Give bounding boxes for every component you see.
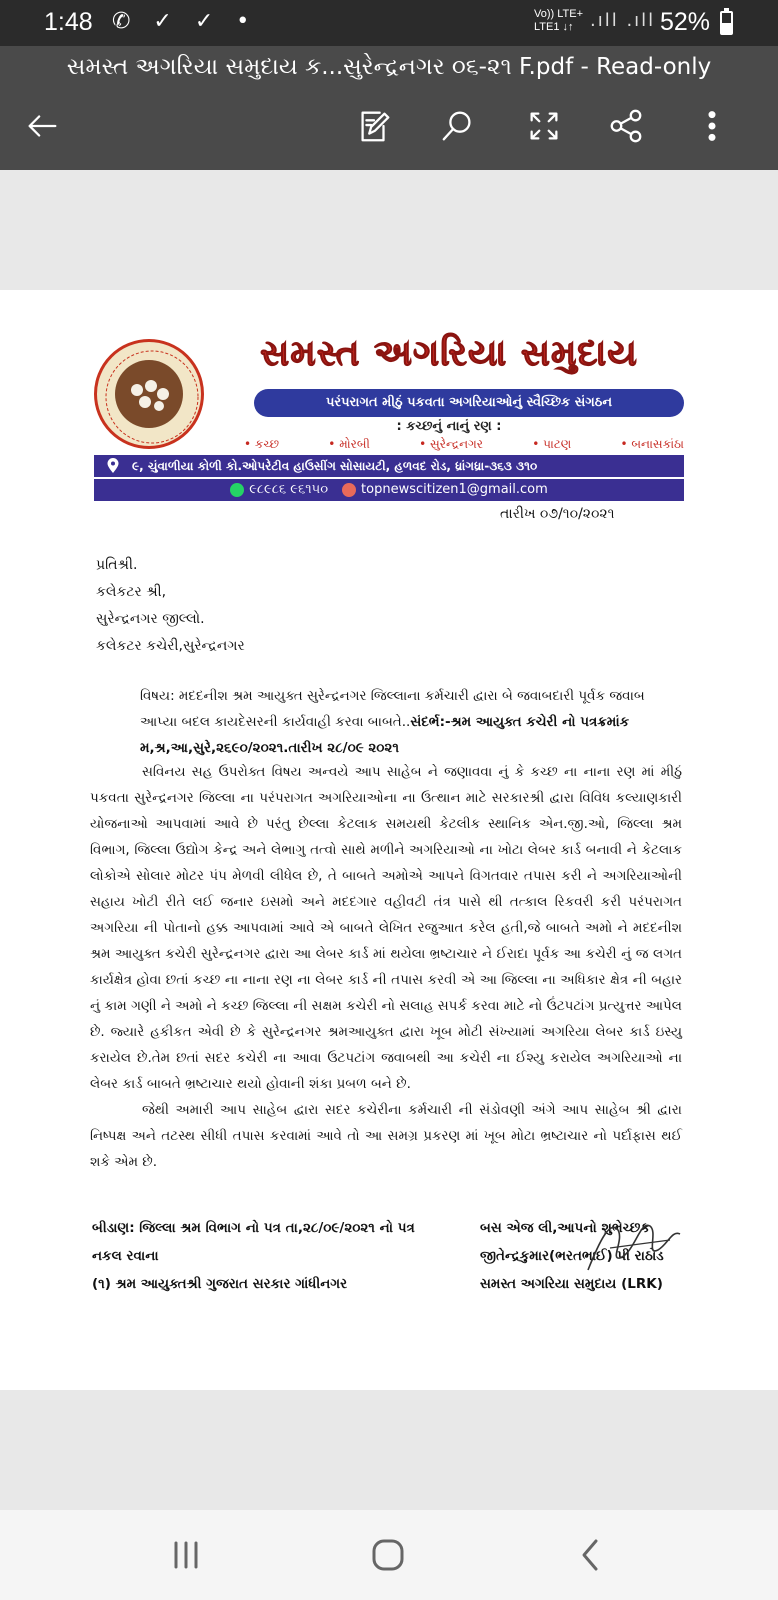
contact-bar — [94, 479, 684, 501]
organization-tagline: પરંપરાગત મીઠું પકવતા અગરિયાઓનું સ્વૈચ્છિક સંગઠન — [254, 389, 684, 417]
enclosure-line: બીડાણ: જિલ્લા શ્રમ વિભાગ નો પત્ર તા,૨૮/૦૯/૨૦૨૧ નો પત્ર — [92, 1220, 415, 1236]
fullscreen-button[interactable] — [522, 104, 566, 148]
subject-text: વિષય: મદદનીશ શ્રમ આયુક્ત સુરેન્દ્રનગર જિલ્લાના કર્મચારી દ્વારા બે જવાબદારી પૂર્વક જવાબ આપ્યા બદલ કાયદેસરની કાર્યવાહી કરવા બાબતે.. — [140, 688, 645, 730]
back-chevron-icon — [570, 1535, 610, 1575]
battery-icon — [720, 11, 733, 35]
network-indicator: Vo)) LTE+ LTE1 ↓↑ — [534, 8, 584, 33]
more-options-button[interactable] — [690, 104, 734, 148]
system-nav-bar — [0, 1510, 778, 1600]
district-item: • બનાસકાંઠા — [620, 437, 684, 451]
subject-block — [140, 683, 660, 761]
location-pin-icon — [106, 458, 120, 474]
district-item: • પાટણ — [532, 437, 572, 451]
recent-apps-icon — [166, 1537, 206, 1573]
more-vert-icon — [693, 107, 731, 145]
district-item: • સુરેન્દ્રનગર — [419, 437, 483, 451]
signer-name: જીતેન્દ્રકુમાર(ભરતભાઈ) પી રાઠોડ — [480, 1248, 664, 1264]
seal-ring — [97, 342, 207, 452]
signer-organization: સમસ્ત અગરિયા સમુદાય (LRK) — [480, 1276, 663, 1292]
email-contact — [342, 479, 548, 501]
search-icon — [439, 107, 477, 145]
page-gap — [0, 1390, 778, 1510]
body-paragraph: જેથી અમારી આપ સાહેબ દ્વારા સદર કચેરીના કર્મચારી ની સંડોવણી અંગે આપ સાહેબ શ્રી દ્વારા નિષ્પક્ષ અને તટસ્થ સીધી તપાસ કરવામાં આવે તો આ સમગ્ર પ્રકરણ માં ખૂબ મોટા ભ્રષ્ટાચાર નો પર્દાફાસ થઈ શકે એમ છે. — [90, 1102, 682, 1170]
region-subtitle: : કચ્છનું નાનું રણ : — [396, 419, 502, 434]
app-bar — [0, 46, 778, 170]
body-paragraph: સવિનય સહ ઉપરોક્ત વિષય અન્વયે આપ સાહેબ ને જણાવવા નું કે કચ્છ ના નાના રણ માં મીઠું પકવતા સુરેન્દ્રનગર જિલ્લા ના પરંપરાગત અગરિયાઓના ના ઉત્થાન માટે સરકારશ્રી દ્વારા વિવિધ કલ્યાણકારી યોજનાઓ આપવામાં આવે છે પરંતુ છેલ્લા કેટલાક સમયથી કેટલીક સ્થાનિક એન.જી.ઓ, જિલ્લા શ્રમ વિભાગ, જિલ્લા ઉદ્યોગ કેન્દ્ર અને લેભાગુ તત્વો સાથે મળીને અગરિયાઓ ના ખોટા લેબર કાર્ડ બનાવી ને કેટલાક લોકોએ સોલાર મોટર પંપ મેળવી લીધેલ છે, તે બાબતે અમોએ આપને વિગતવાર તપાસ કરી ને અગરિયાઓની સહાય ખોટી રીતે લઈ જનાર ઇસમો અને મદદગાર વહીવટી તંત્ર પાસે થી તત્કાલ રિકવરી કરી પરંપરાગત અગરિયા ની પોતાનો હક્ક આપવામાં આવે એ બાબતે લેખિત રજુઆત કરેલ હતી,જે બાબતે અમો ને મદદનીશ શ્રમ આયુક્ત કચેરી સુરેન્દ્રનગર દ્વારા આ લેબર કાર્ડ માં થયેલા ભ્રષ્ટાચાર ને ઈરાદા પૂર્વક આ કચેરી નું જ લગત કાર્યક્ષેત્ર હોવા છતાં કચ્છ ના નાના રણ ના લેબર કાર્ડ ની તપાસ કરવી એ આ જિલ્લા ના અધિકાર ક્ષેત્ર ની બહાર નું કામ ગણી ને અમો ને કચ્છ જિલ્લા ની સક્ષમ કચેરી નો સલાહ સપર્ક કરવા માટે નો ઉંટપટાંગ પ્રત્યુત્તર આપેલ છે. જ્યારે હકીકત એવી છે કે સુરેન્દ્રનગર શ્રમઆયુક્ત દ્વારા ખૂબ મોટી સંખ્યામાં અગરિયા લેબર કાર્ડ ઇસ્યુ કરાયેલ છે.તેમ છતાં સદર કચેરી ના આવા ઉટપટાંગ જવાબથી આ કચેરી ના ઈશ્યુ કરાયેલ અગરિયાઓ ના લેબર કાર્ડ બાબતે ભ્રષ્ટાચાર થયો હોવાની શંકા પ્રબળ બને છે. — [90, 764, 682, 1092]
back-nav-button[interactable] — [560, 1530, 620, 1580]
share-button[interactable] — [604, 104, 648, 148]
email-address: topnewscitizen1@gmail.com — [361, 482, 548, 497]
home-icon — [368, 1535, 408, 1575]
handwritten-signature — [580, 1200, 690, 1290]
phone-contact — [230, 479, 328, 501]
back-button[interactable] — [20, 104, 64, 148]
letterhead — [94, 333, 684, 501]
recipient-line: કલેકટર શ્રી, — [96, 584, 167, 600]
notification-icons: ✆ ✓ ✓ • — [112, 9, 258, 34]
status-time: 1:48 — [44, 8, 93, 36]
home-button[interactable] — [358, 1530, 418, 1580]
enclosure-block — [92, 1214, 415, 1298]
recipient-line: પ્રતિશ્રી. — [96, 557, 138, 573]
copy-to-label: નકલ રવાના — [92, 1248, 159, 1264]
address-text: ૯, ચુંવાળીયા કોળી કો.ઓપરેટીવ હાઉસીંગ સોસાયટી, હળવદ રોડ, ધ્રાંગધ્રા-૩૬૩ ૩૧૦ — [132, 459, 538, 473]
recipient-line: સુરેન્દ્રનગર જીલ્લો. — [96, 611, 205, 627]
copy-to-item: (૧) શ્રમ આયુક્તશ્રી ગુજરાત સરકાર ગાંધીનગર — [92, 1276, 348, 1292]
back-arrow-icon — [23, 107, 61, 145]
reference-text: સંદર્ભ:-શ્રમ આયુક્ત કચેરી નો પત્રક્રમાંક મ,શ્ર,આ,સુરે,૨૬૯૦/૨૦૨૧.તારીખ ૨૮/૦૯ ૨૦૨૧ — [140, 714, 630, 756]
address-bar — [94, 455, 684, 477]
email-icon — [342, 483, 356, 497]
district-item: • કચ્છ — [244, 437, 280, 451]
recipient-line: કલેકટર કચેરી,સુરેન્દ્રનગર — [96, 638, 245, 654]
expand-icon — [525, 107, 563, 145]
battery-fill — [722, 23, 731, 33]
pdf-page[interactable] — [0, 290, 778, 1390]
recipient-block — [96, 552, 245, 660]
letter-date: તારીખ ૦૭/૧૦/૨૦૨૧ — [500, 506, 615, 522]
district-item: • મોરબી — [328, 437, 370, 451]
district-list — [244, 437, 684, 452]
status-bar — [0, 0, 778, 46]
recent-apps-button[interactable] — [156, 1530, 216, 1580]
search-button[interactable] — [436, 104, 480, 148]
whatsapp-icon — [230, 483, 244, 497]
document-title: સમસ્ત અગરિયા સમુદાય ક...સુરેન્દ્રનગર ૦૬-૨૧ F.pdf - Read-only — [66, 54, 712, 80]
organization-seal-logo — [94, 339, 204, 449]
signal-icon: .ıll .ıll — [590, 10, 656, 31]
closing-line: બસ એજ લી,આપનો શુભેચ્છક — [480, 1220, 650, 1236]
battery-percent: 52% — [660, 8, 711, 36]
edit-document-icon — [355, 107, 393, 145]
edit-pdf-button[interactable] — [352, 104, 396, 148]
organization-name: સમસ્ત અગરિયા સમુદાય — [260, 333, 638, 374]
phone-number: ૯૮૯૮૬ ૯૬૧૫૦ — [249, 482, 329, 497]
share-icon — [607, 107, 645, 145]
page-gap — [0, 170, 778, 290]
letter-body — [90, 759, 682, 1175]
